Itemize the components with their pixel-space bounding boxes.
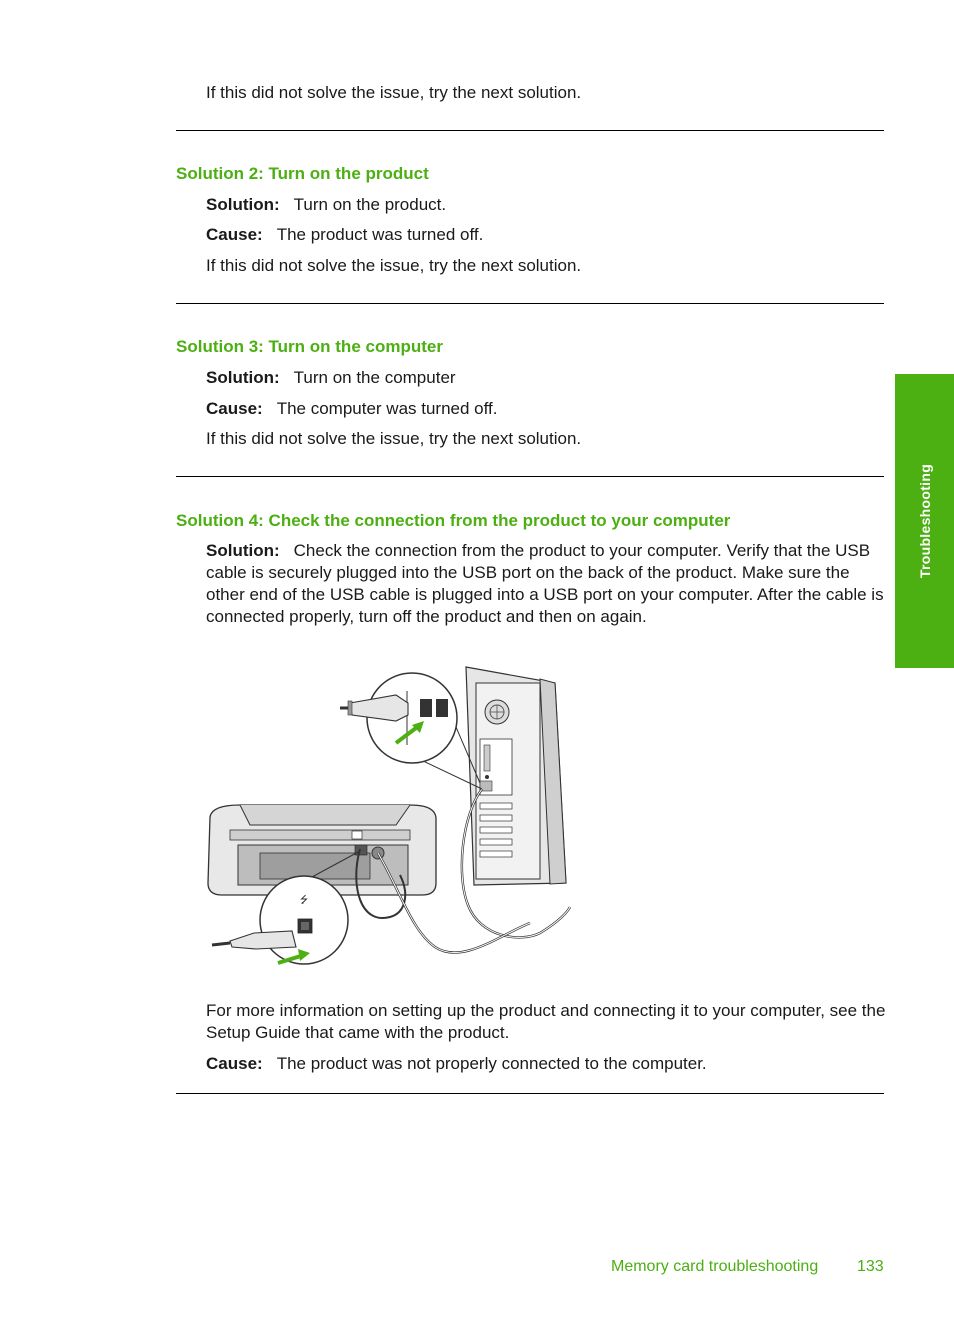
cause-text: The product was not properly connected to the computer.: [276, 1054, 707, 1073]
solution-2-cause: [206, 224, 483, 246]
solution-text: Turn on the computer: [293, 368, 456, 387]
solution-4-solution: [206, 540, 886, 628]
cause-label: Cause:: [206, 1054, 263, 1073]
solution-2-solution: [206, 194, 446, 216]
usb-connection-illustration: [200, 655, 580, 970]
solution-3-solution: [206, 367, 456, 389]
solution-4-more-info: For more information on setting up the product and connecting it to your computer, see the Setup Guide that came with the product.: [206, 1001, 886, 1042]
solution-label: Solution:: [206, 541, 280, 560]
cause-label: Cause:: [206, 225, 263, 244]
solution-text: Check the connection from the product to your computer. Verify that the USB cable is securely plugged into the USB port on the back of the product. Make sure the other end of the USB cable is plugged into a USB port on your computer. After the cable is connected properly, turn off the product and then on again.: [206, 541, 884, 626]
solution-label: Solution:: [206, 195, 280, 214]
computer-tower-icon: [466, 667, 566, 885]
divider: [176, 303, 884, 304]
divider: [176, 476, 884, 477]
divider: [176, 1093, 884, 1094]
divider: [176, 130, 884, 131]
solution-2-next: If this did not solve the issue, try the next solution.: [206, 256, 582, 275]
footer-section-title: Memory card troubleshooting: [611, 1258, 819, 1275]
solution-label: Solution:: [206, 368, 280, 387]
page-number: 133: [857, 1258, 884, 1275]
solution-3-cause: [206, 398, 498, 420]
solution-2-heading: Solution 2: Turn on the product: [176, 164, 429, 183]
cause-label: Cause:: [206, 399, 263, 418]
computer-usb-port-zoom-icon: [340, 673, 457, 763]
troubleshooting-side-tab: [895, 374, 954, 668]
intro-next-solution: If this did not solve the issue, try the next solution.: [206, 83, 582, 102]
cause-text: The product was turned off.: [276, 225, 484, 244]
solution-text: Turn on the product.: [293, 195, 447, 214]
cause-text: The computer was turned off.: [276, 399, 498, 418]
side-tab-label: Troubleshooting: [916, 463, 933, 579]
svg-text:⭍: ⭍: [299, 895, 309, 906]
solution-3-next: If this did not solve the issue, try the next solution.: [206, 429, 582, 448]
solution-3-heading: Solution 3: Turn on the computer: [176, 337, 443, 356]
solution-4-heading: Solution 4: Check the connection from the product to your computer: [176, 511, 731, 530]
solution-4-cause: [206, 1053, 707, 1075]
